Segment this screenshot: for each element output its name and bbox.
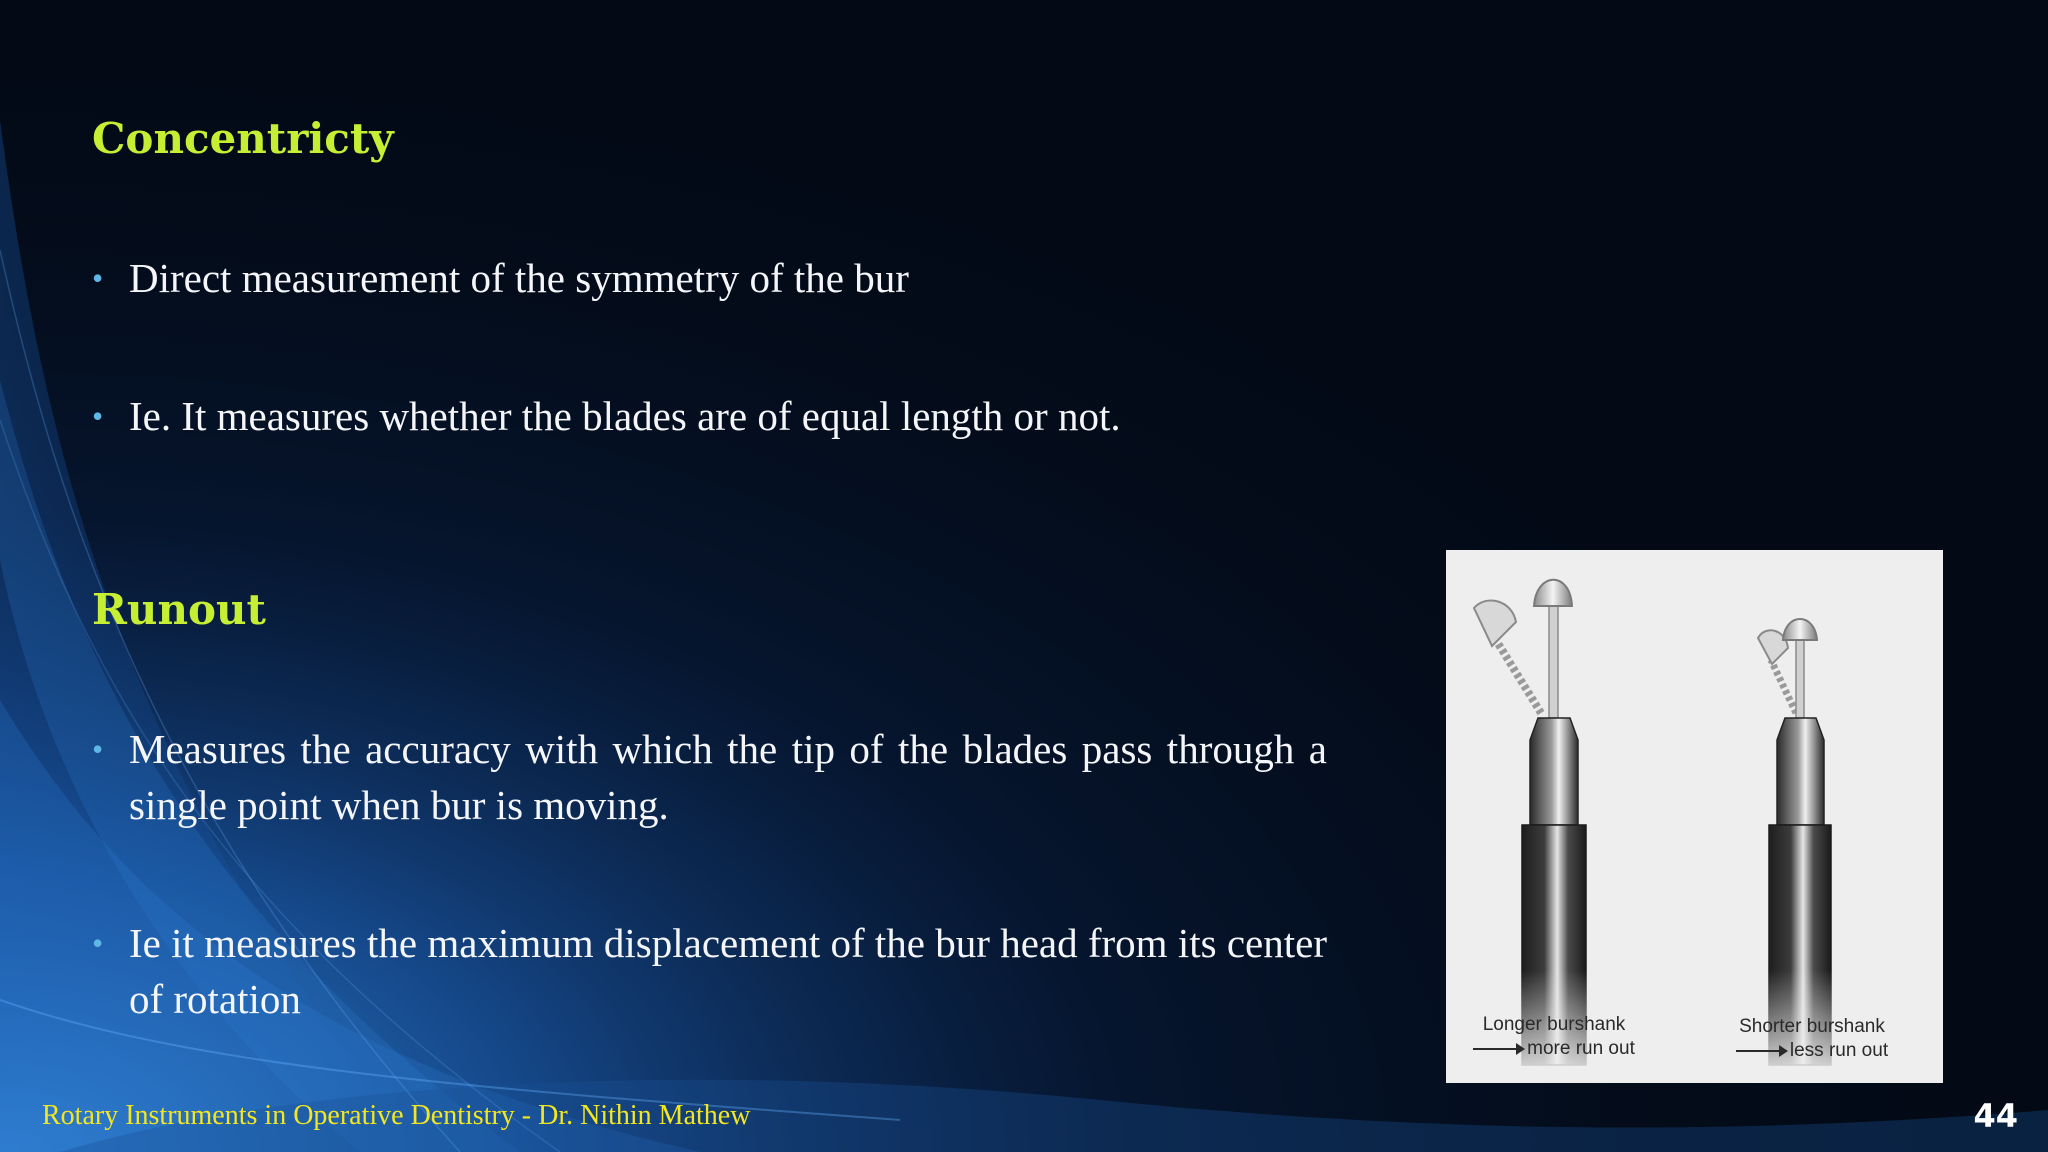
- runout-heading: Runout: [92, 585, 266, 634]
- short-shank-caption-text: less run out: [1789, 1040, 1889, 1061]
- bullet-item: [92, 250, 1327, 306]
- long-shank-caption-text: more run out: [1527, 1038, 1635, 1059]
- short-shank-caption: [1712, 1015, 1912, 1063]
- long-shank-caption: [1454, 1013, 1654, 1061]
- bullet-text: Measures the accuracy with which the tip of the blades pass through a single point when bur is moving.: [129, 726, 1327, 828]
- short-shank-caption-line2: [1712, 1039, 1912, 1063]
- arrow-right-icon: [1736, 1050, 1782, 1052]
- concentricity-heading: Concentricty: [92, 114, 394, 163]
- bur-runout-figure: [1446, 550, 1943, 1083]
- bullet-dot-icon: •: [92, 260, 104, 296]
- footer-text: Rotary Instruments in Operative Dentistry - Dr. Nithin Mathew: [42, 1100, 751, 1131]
- short-shank-caption-line1: Shorter burshank: [1739, 1016, 1885, 1037]
- long-shank-caption-line1: Longer burshank: [1482, 1014, 1626, 1035]
- bullet-item: [92, 915, 1327, 1027]
- arrow-right-icon: [1473, 1048, 1519, 1050]
- bullet-item: [92, 721, 1327, 833]
- page-number: 44: [1973, 1097, 2018, 1135]
- bur-illustration: [1446, 550, 1943, 1083]
- bullet-item: [92, 388, 1327, 444]
- bullet-text: Ie it measures the maximum displacement of the bur head from its center of rotation: [129, 920, 1327, 1022]
- bullet-text: Ie. It measures whether the blades are of equal length or not.: [129, 393, 1121, 439]
- bullet-dot-icon: •: [92, 925, 104, 961]
- long-shank-caption-line2: [1454, 1037, 1654, 1061]
- bullet-text: Direct measurement of the symmetry of the bur: [129, 255, 909, 301]
- bullet-dot-icon: •: [92, 398, 104, 434]
- bullet-dot-icon: •: [92, 731, 104, 767]
